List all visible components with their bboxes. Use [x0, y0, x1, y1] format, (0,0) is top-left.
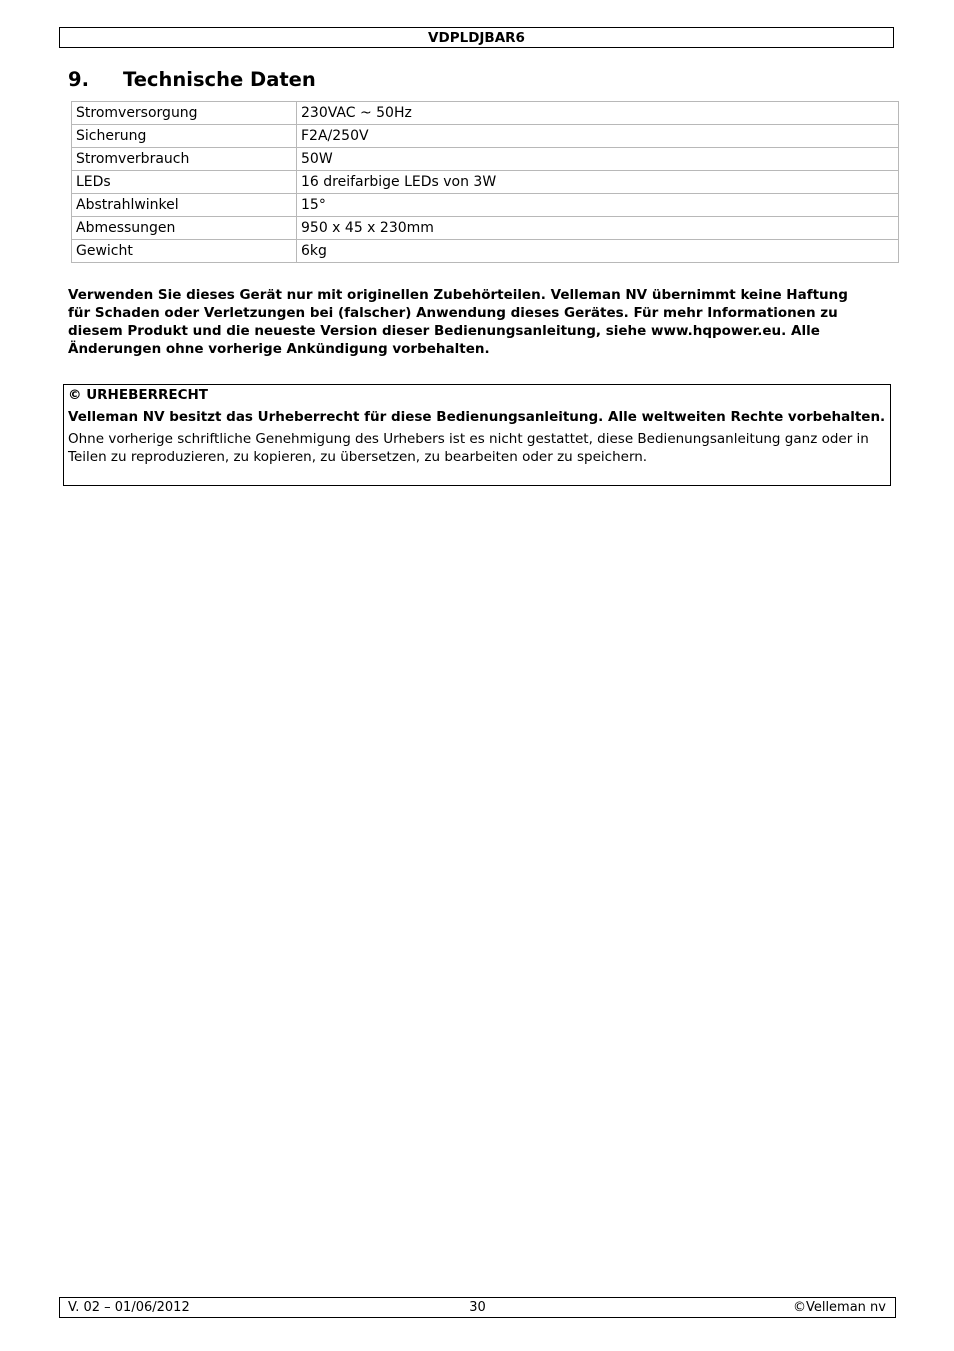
table-row	[72, 125, 899, 148]
spec-label: Stromversorgung	[72, 102, 297, 125]
spec-label: Sicherung	[72, 125, 297, 148]
spec-label: LEDs	[72, 171, 297, 194]
spec-value: 16 dreifarbige LEDs von 3W	[297, 171, 899, 194]
table-row	[72, 194, 899, 217]
section-title	[68, 67, 316, 93]
usage-notice: Verwenden Sie dieses Gerät nur mit originellen Zubehörteilen. Velleman NV übernimmt keine Haftung für Schaden oder Verletzungen bei (falscher) Anwendung dieses Gerätes. Für mehr Informationen zu diesem Produkt und die neueste Version dieser Bedienungsanleitung, siehe www.hqpower.eu. Alle Änderungen ohne vorherige Ankündigung vorbehalten.	[68, 287, 848, 357]
footer-version: V. 02 – 01/06/2012	[68, 1300, 190, 1315]
table-row	[72, 102, 899, 125]
spec-value: 950 x 45 x 230mm	[297, 217, 899, 240]
copyright-body: Ohne vorherige schriftliche Genehmigung des Urhebers ist es nicht gestattet, diese Bedienungsanleitung ganz oder in Teilen zu reproduzieren, zu kopieren, zu übersetzen, zu bearbeiten oder zu speichern.	[68, 431, 869, 465]
spec-value: 230VAC ~ 50Hz	[297, 102, 899, 125]
table-row	[72, 217, 899, 240]
spec-label: Abmessungen	[72, 217, 297, 240]
copyright-box	[63, 384, 891, 486]
footer-page-number: 30	[469, 1300, 486, 1315]
footer-company: ©Velleman nv	[792, 1300, 886, 1315]
section-number: 9.	[68, 68, 89, 91]
specs-table	[71, 101, 899, 263]
section-heading: Technische Daten	[123, 68, 316, 91]
table-row	[72, 148, 899, 171]
table-row	[72, 240, 899, 263]
spec-value: 50W	[297, 148, 899, 171]
spec-value: 6kg	[297, 240, 899, 263]
copyright-statement: Velleman NV besitzt das Urheberrecht für diese Bedienungsanleitung. Alle weltweiten Rechte vorbehalten.	[68, 409, 886, 425]
spec-value: 15°	[297, 194, 899, 217]
spec-label: Stromverbrauch	[72, 148, 297, 171]
page-header	[59, 27, 894, 48]
table-row	[72, 171, 899, 194]
spec-value: F2A/250V	[297, 125, 899, 148]
page-footer	[59, 1297, 896, 1318]
copyright-heading: © URHEBERRECHT	[68, 387, 209, 403]
header-title: VDPLDJBAR6	[428, 30, 525, 46]
spec-label: Abstrahlwinkel	[72, 194, 297, 217]
spec-label: Gewicht	[72, 240, 297, 263]
